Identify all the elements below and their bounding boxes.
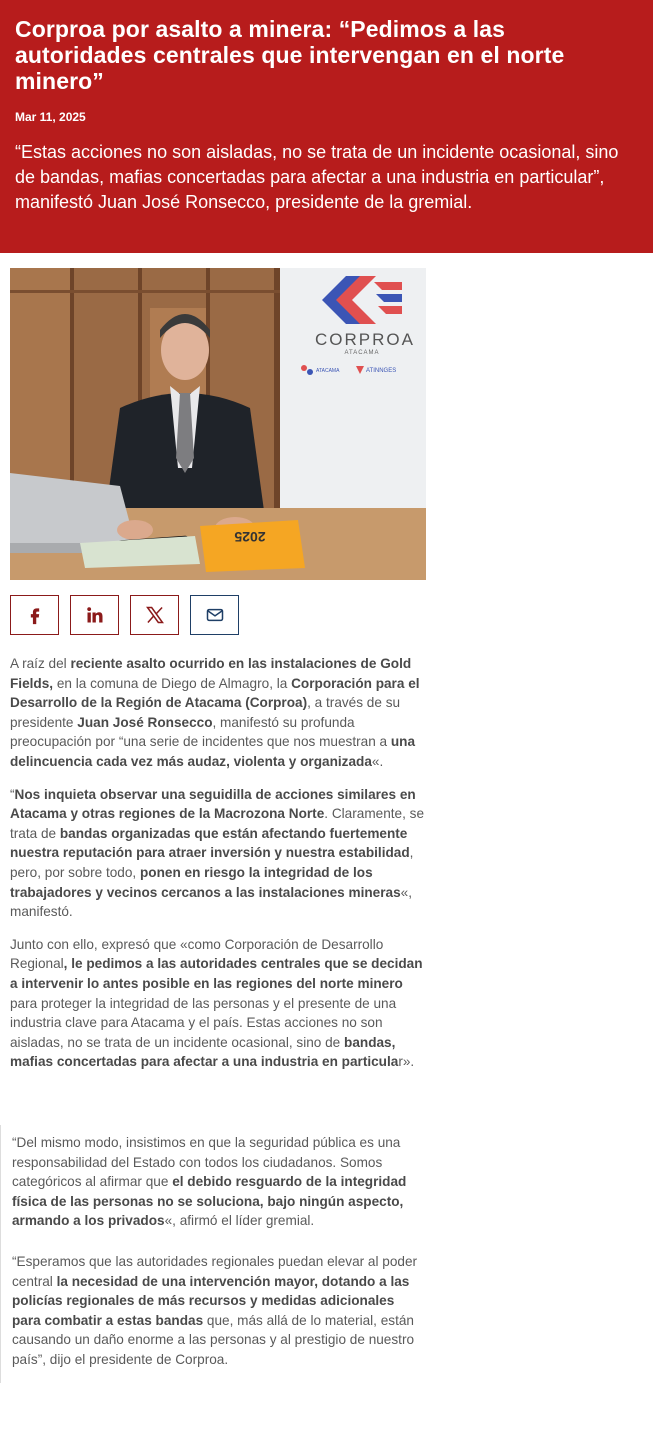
article-paragraph bbox=[10, 654, 426, 772]
body-text: , a través de su presidente bbox=[10, 695, 401, 730]
emphasis-text: ponen en riesgo la integridad de los trabajadores y vecinos cercanos a las instalaciones mineras bbox=[10, 864, 401, 900]
body-text: «, manifestó. bbox=[10, 884, 412, 920]
share-facebook-button[interactable] bbox=[10, 595, 59, 635]
body-text: A raíz del bbox=[10, 656, 71, 671]
sponsor-logo-2: ATINNGES bbox=[366, 368, 397, 374]
body-text: . Claramente, se trata de bbox=[10, 806, 425, 841]
emphasis-text: Nos inquieta observar una seguidilla de acciones similares en Atacama y otras regiones de la Macrozona Norte bbox=[10, 786, 416, 822]
emphasis-text: el debido resguardo de la integridad física de las personas no se soluciona, bajo ningún aspecto, armando a los privados bbox=[12, 1174, 407, 1229]
article-blockquote bbox=[0, 1125, 426, 1383]
emphasis-text: Corporación para el Desarrollo de la Región de Atacama (Corproa) bbox=[10, 675, 420, 711]
logo-sub-text: ATACAMA bbox=[344, 350, 380, 356]
body-text: “Esperamos que las autoridades regionales puedan elevar al poder central bbox=[12, 1253, 418, 1289]
share-linkedin-button[interactable] bbox=[70, 595, 119, 635]
article-body bbox=[10, 654, 426, 1085]
body-text: «, afirmó el líder gremial. bbox=[164, 1213, 315, 1229]
article-lead: “Estas acciones no son aisladas, no se trata de un incidente ocasional, sino de bandas, mafias concertadas para afectar a una industria en particular”, manifestó Juan José Ronsecco, presidente de la gremial. bbox=[15, 142, 619, 212]
body-text: , pero, por sobre todo, bbox=[10, 845, 414, 880]
body-text: «. bbox=[371, 753, 384, 769]
body-text: en la comuna de Diego de Almagro, la bbox=[53, 675, 292, 691]
publish-date: Mar 11, 2025 bbox=[15, 110, 86, 124]
page-title: Corproa por asalto a minera: “Pedimos a las autoridades centrales que intervengan en el norte minero” bbox=[15, 16, 565, 94]
body-text: “Del mismo modo, insistimos en que la seguridad pública es una responsabilidad del Estado con todos los ciudadanos. Somos categóricos al afirmar que bbox=[12, 1135, 401, 1190]
body-text: r». bbox=[398, 1054, 415, 1070]
quote-paragraph bbox=[12, 1244, 426, 1370]
emphasis-text: bandas, mafias concertadas para afectar a una industria en particula bbox=[10, 1034, 399, 1070]
emphasis-text: reciente asalto ocurrido en las instalaciones de Gold Fields, bbox=[10, 656, 412, 691]
body-text: que, más allá de lo material, están causando un daño enorme a las personas y al prestigio de nuestro país”, dijo el presidente de Corproa. bbox=[12, 1312, 415, 1367]
article-photo bbox=[10, 268, 426, 580]
body-text: para proteger la integridad de las personas y el presente de una industria clave para Atacama y el país. Estas acciones no son aisladas, no se trata de un incidente ocasional, sino de bbox=[10, 995, 397, 1050]
article-paragraph bbox=[10, 785, 426, 922]
body-text: “ bbox=[10, 786, 15, 802]
article-header bbox=[0, 0, 653, 253]
emphasis-text: Juan José Ronsecco bbox=[77, 714, 213, 730]
body-text: , manifestó su profunda preocupación por “una serie de incidentes que nos muestran a bbox=[10, 714, 391, 750]
x-icon bbox=[145, 605, 165, 625]
emphasis-text: una delincuencia cada vez más audaz, violenta y organizada bbox=[10, 734, 416, 769]
facebook-icon bbox=[25, 605, 45, 625]
emphasis-text: , le pedimos a las autoridades centrales que se decidan a intervenir lo antes posible en las regiones del norte minero bbox=[10, 956, 423, 991]
share-email-button[interactable] bbox=[190, 595, 239, 635]
logo-text: CORPROA bbox=[315, 330, 415, 349]
emphasis-text: bandas organizadas que están afectando fuertemente nuestra reputación para atraer inversión y nuestra estabilidad bbox=[10, 825, 410, 861]
sponsor-logo-1: ATACAMA bbox=[316, 368, 340, 374]
share-x-button[interactable] bbox=[130, 595, 179, 635]
photo-illustration bbox=[10, 268, 426, 580]
quote-paragraph bbox=[12, 1125, 426, 1231]
body-text: Junto con ello, expresó que «como Corporación de Desarrollo Regional bbox=[10, 936, 384, 972]
emphasis-text: la necesidad de una intervención mayor, dotando a las policías regionales de más recursos y medidas adicionales para combatir a estas bandas bbox=[12, 1273, 410, 1328]
linkedin-icon bbox=[85, 605, 105, 625]
folder-label: 2025 bbox=[234, 529, 266, 545]
article-paragraph bbox=[10, 935, 426, 1072]
share-bar bbox=[10, 595, 239, 635]
email-icon bbox=[205, 605, 225, 625]
